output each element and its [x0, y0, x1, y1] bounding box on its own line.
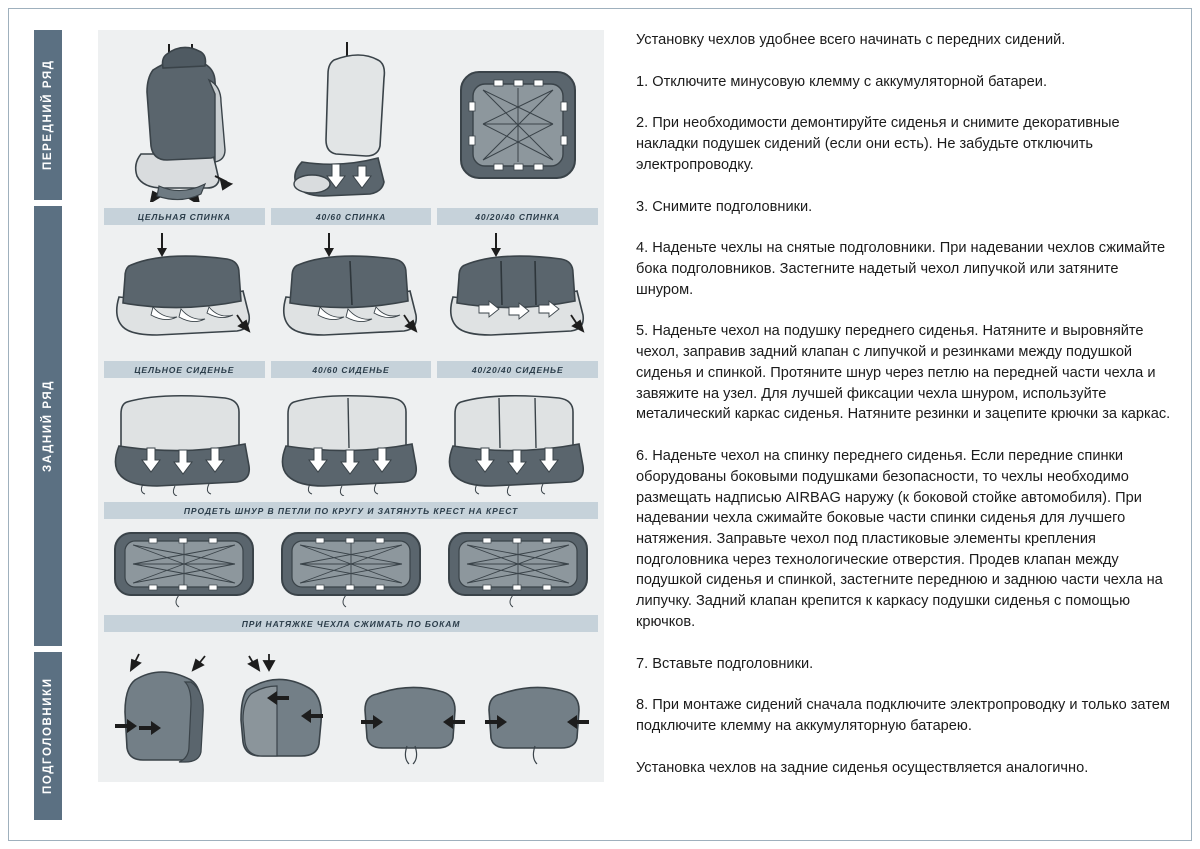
headrest-caption-band — [98, 615, 604, 632]
instruction-step-8: 8. При монтаже сидений сначала подключите электропроводку и только затем подключите клемму на аккумуляторную батарею. — [636, 697, 1170, 734]
front-row-illustrations — [98, 30, 604, 208]
instruction-step-7: 7. Вставьте подголовники. — [636, 655, 814, 672]
instruction-step-3: 3. Снимите подголовники. — [636, 198, 813, 215]
rear-backs-illustrations — [98, 225, 604, 361]
section-tab-front-row: ПЕРЕДНИЙ РЯД — [34, 30, 62, 200]
rear-cushion-402040-figure — [437, 384, 598, 496]
headrest-figure-3 — [352, 638, 474, 766]
diagram-column — [34, 30, 604, 820]
caption-headrest-instruction: ПРИ НАТЯЖКЕ ЧЕХЛА СЖИМАТЬ ПО БОКАМ — [104, 615, 598, 632]
rear-back-4060-figure — [271, 231, 432, 355]
instructions-intro: Установку чехлов удобнее всего начинать с передних сидений. — [636, 32, 1066, 48]
headrest-figure-2 — [228, 638, 350, 766]
rear-cushion-solid-figure — [104, 384, 265, 496]
rear-cushion-4060-figure — [271, 384, 432, 496]
caption-402040-seat: 40/20/40 СИДЕНЬЕ — [437, 361, 598, 378]
headrest-figure-4 — [476, 638, 598, 766]
caption-402040-back: 40/20/40 СПИНКА — [437, 208, 598, 225]
caption-row-seats — [98, 361, 604, 378]
rear-back-402040-figure — [437, 231, 598, 355]
diagram-panels — [98, 30, 604, 782]
instructions-outro: Установка чехлов на задние сиденья осуществляется аналогично. — [636, 759, 1089, 776]
caption-4060-seat: 40/60 СИДЕНЬЕ — [271, 361, 432, 378]
caption-solid-seat: ЦЕЛЬНОЕ СИДЕНЬЕ — [104, 361, 265, 378]
rear-cushions-illustrations — [98, 378, 604, 502]
cord-lacing-illustrations — [98, 519, 604, 615]
caption-solid-back: ЦЕЛЬНАЯ СПИНКА — [104, 208, 265, 225]
caption-row-backs — [98, 208, 604, 225]
cord-lacing-figure-3 — [437, 525, 598, 609]
section-tab-headrests: ПОДГОЛОВНИКИ — [34, 652, 62, 820]
instruction-step-2: 2. При необходимости демонтируйте сиденья и снимите декоративные накладки подушек сидений (если они есть). Не забудьте отключить электропроводку. — [636, 115, 1120, 173]
caption-cord-instruction: ПРОДЕТЬ ШНУР В ПЕТЛИ ПО КРУГУ И ЗАТЯНУТЬ КРЕСТ НА КРЕСТ — [104, 502, 598, 519]
section-tab-rear-row: ЗАДНИЙ РЯД — [34, 206, 62, 646]
headrest-illustrations — [98, 632, 604, 782]
instruction-step-1: 1. Отключите минусовую клемму с аккумуляторной батареи. — [636, 73, 1047, 90]
instructions-column — [636, 30, 1176, 799]
headrest-figure-1 — [104, 638, 226, 766]
cord-lacing-figure-1 — [104, 525, 265, 609]
front-seat-cushion-figure — [271, 36, 432, 202]
instruction-step-4: 4. Наденьте чехлы на снятые подголовники. При надевании чехлов сжимайте бока подголовников. Застегните надетый чехол липучкой или затяните шнуром. — [636, 240, 1166, 298]
front-cord-lacing-figure — [437, 36, 598, 202]
instruction-step-6: 6. Наденьте чехол на спинку переднего сиденья. Если передние спинки оборудованы боковыми подушками безопасности, то чехлы необходимо размещать надписью AIRBAG наружу (к боковой стойке автомобиля). При надевании чехла сжимайте боковые части спинки сиденья для лучшего натяжения. Заправьте чехол под пластиковые элементы крепления подголовника через технологические отверстия. Продев клапан между подушкой сиденья и спинкой, застегните переднюю и заднюю части чехла на липучку. Задний клапан крепится к каркасу подушки сиденья с помощью крючков. — [636, 448, 1163, 630]
front-seat-back-figure — [104, 36, 265, 202]
cord-lacing-figure-2 — [271, 525, 432, 609]
caption-4060-back: 40/60 СПИНКА — [271, 208, 432, 225]
rear-back-solid-figure — [104, 231, 265, 355]
instruction-step-5: 5. Наденьте чехол на подушку переднего сиденья. Натяните и выровняйте чехол, заправив задний клапан с липучкой и резинками между подушкой сиденья и спинкой. Протяните шнур через петлю на передней части чехла и завяжите на узел. Для лучшей фиксации чехла шнуром, используйте металический каркас сиденья. Натяните резинки и зацепите крючки за каркас. — [636, 323, 1171, 423]
cord-caption-band — [98, 502, 604, 519]
